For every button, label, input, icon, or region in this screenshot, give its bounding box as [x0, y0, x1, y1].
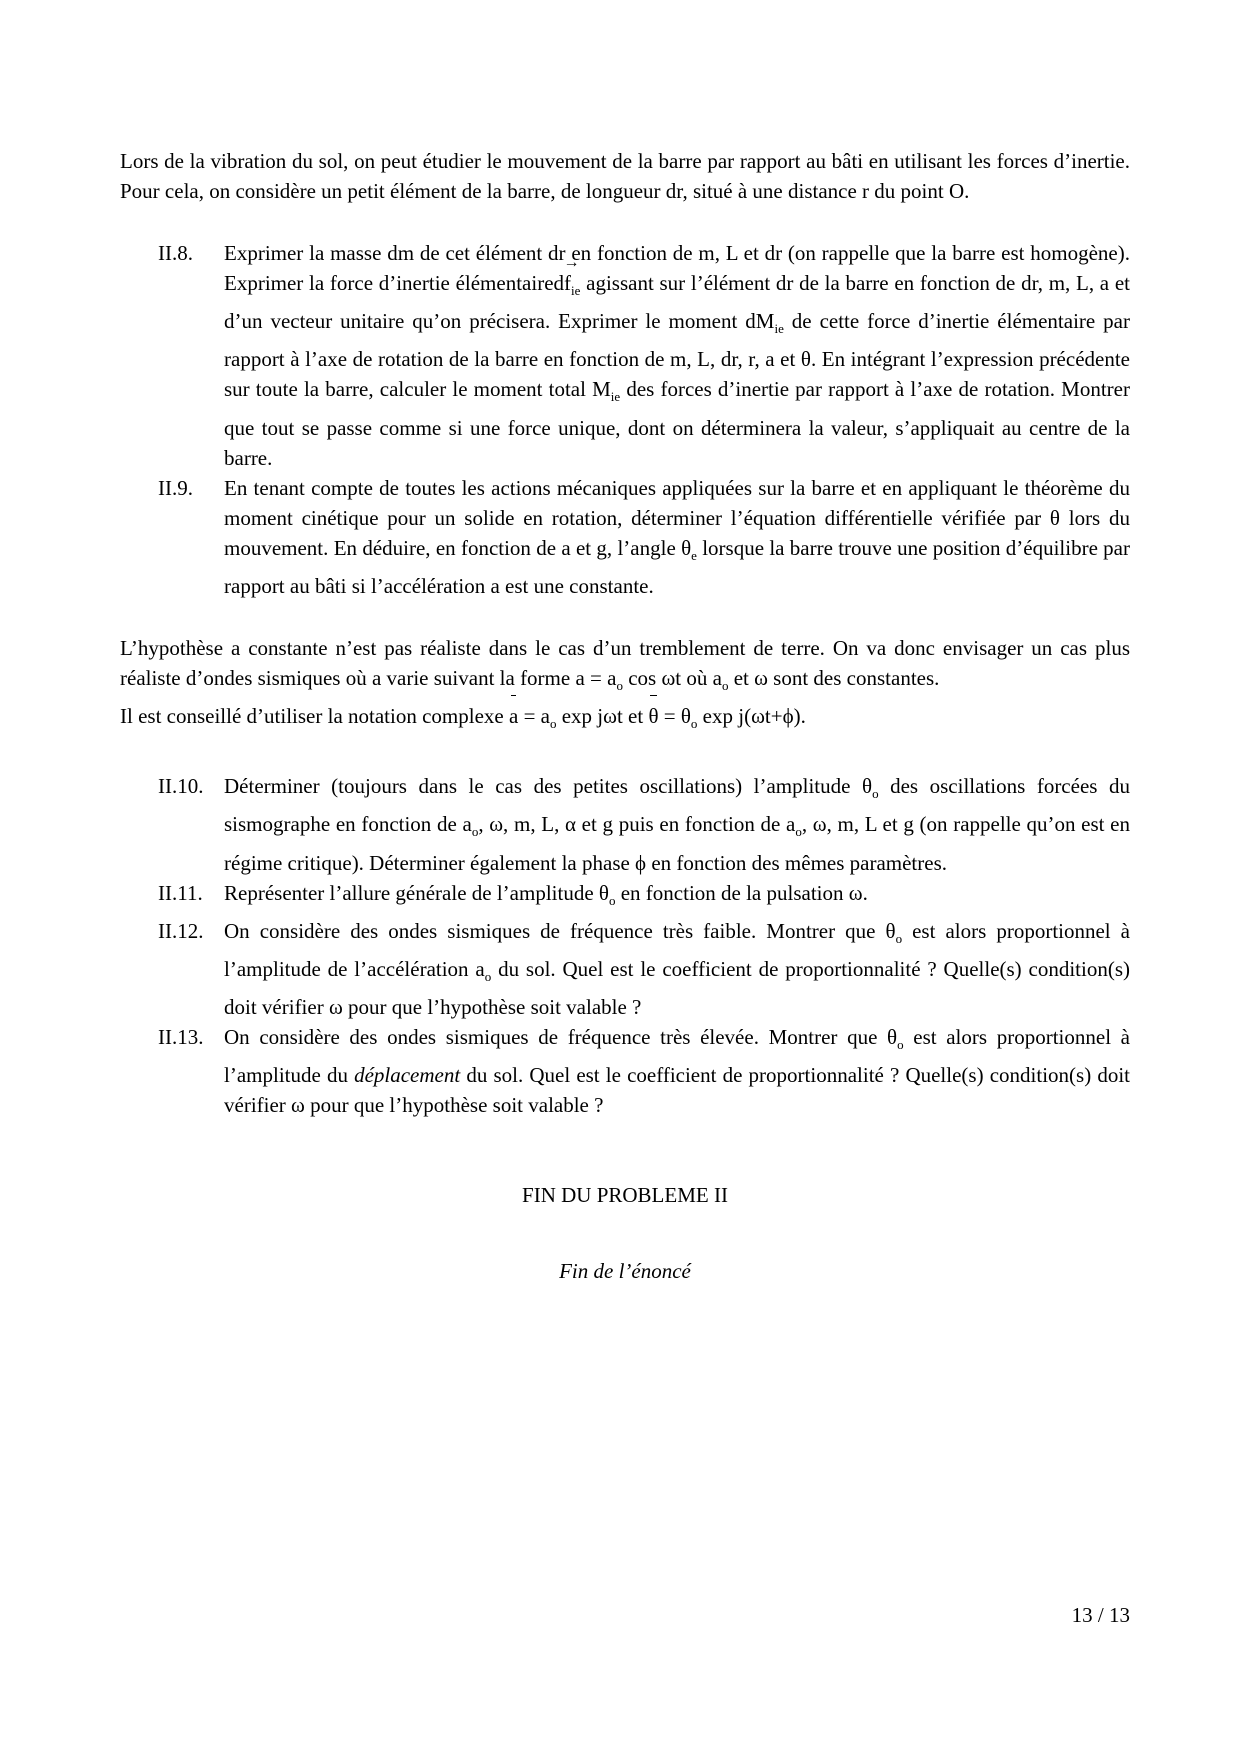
- question-number: II.12.: [158, 918, 204, 943]
- vector-dfie: → $df_{ie}$: [554, 268, 581, 306]
- question-list-1: [120, 238, 1130, 601]
- question-text: En tenant compte de toutes les actions mécaniques appliquées sur la barre et en appliquant le théorème du moment cinétique pour un solide en rotation, déterminer l’équation différentielle vérifiée par θ lors du mouvement. En déduire, en fonction de a et g, l’angle $\theta_e$ lorsque la barre trouve une position d’équilibre par rapport au bâti si l’accélération a est une constante.: [224, 475, 1130, 598]
- question-II-13: [120, 1022, 1130, 1120]
- end-of-problem: FIN DU PROBLEME II: [522, 1183, 728, 1208]
- complex-a: a: [509, 701, 518, 731]
- page-content: [120, 146, 1130, 1286]
- question-number: II.8.: [158, 241, 193, 265]
- question-number: II.10.: [158, 774, 204, 799]
- question-number: II.9.: [158, 475, 193, 500]
- question-list-2: [120, 771, 1130, 1120]
- end-of-statement: Fin de l’énoncé: [559, 1259, 691, 1284]
- question-number: II.11.: [158, 880, 203, 905]
- question-text: On considère des ondes sismiques de fréquence très élevée. Montrer que $\theta_o$ est alors proportionnel à l’amplitude du déplacement du sol. Quel est le coefficient de proportionnalité ? Quelle(s) condition(s) doit vérifier ω pour que l’hypothèse soit valable ?: [224, 1025, 1130, 1118]
- question-text: Représenter l’allure générale de l’amplitude $\theta_o$ en fonction de la pulsation ω.: [224, 880, 868, 908]
- question-II-11: [120, 878, 1130, 916]
- question-II-9: [120, 473, 1130, 601]
- page-number: 13 / 13: [1071, 1603, 1130, 1627]
- question-II-8: [120, 238, 1130, 473]
- question-II-12: [120, 916, 1130, 1022]
- question-II-10: [120, 771, 1130, 877]
- complex-notation-paragraph: Il est conseillé d’utiliser la notation complexe $a = a_o$ exp jωt et $\theta = \theta_o$ exp j(ωt+ϕ).: [120, 701, 1130, 739]
- hypothesis-paragraph: L’hypothèse a constante n’est pas réaliste dans le cas d’un tremblement de terre. On va donc envisager un cas plus réaliste d’ondes sismiques où a varie suivant la forme $a = a_o$ cos ωt où $a_o$ et ω sont des constantes.: [120, 635, 1130, 693]
- question-number: II.13.: [158, 1025, 204, 1050]
- intro-paragraph: Lors de la vibration du sol, on peut étudier le mouvement de la barre par rapport au bâti en utilisant les forces d’inertie. Pour cela, on considère un petit élément de la barre, de longueur dr, situé à une distance r du point O.: [120, 149, 1130, 203]
- question-text: Exprimer la masse dm de cet élément dr en fonction de m, L et dr (on rappelle que la barre est homogène). Exprimer la force d’inertie élémentaire→ $df_{ie}$ agissant sur l’élément dr de la barre en fonction de dr, m, L, a et d’un vecteur unitaire qu’on précisera. Exprimer le moment $dM_{ie}$ de cette force d’inertie élémentaire par rapport à l’axe de rotation de la barre en fonction de m, L, dr, r, a et θ. En intégrant l’expression précédente sur toute la barre, calculer le moment total $M_{ie}$ des forces d’inertie par rapport à l’axe de rotation. Montrer que tout se passe comme si une force unique, dont on déterminera la valeur, s’appliquait au centre de la barre.: [224, 238, 1130, 473]
- complex-theta: θ: [648, 701, 658, 731]
- question-text: Déterminer (toujours dans le cas des petites oscillations) l’amplitude $\theta_o$ des oscillations forcées du sismographe en fonction de $a_o$, ω, m, L, α et g puis en fonction de $a_o$, ω, m, L et g (on rappelle qu’on est en régime critique). Déterminer également la phase ϕ en fonction des mêmes paramètres.: [224, 774, 1130, 875]
- question-text: On considère des ondes sismiques de fréquence très faible. Montrer que $\theta_o$ est alors proportionnel à l’amplitude de l’accélération $a_o$ du sol. Quel est le coefficient de proportionnalité ? Quelle(s) condition(s) doit vérifier ω pour que l’hypothèse soit valable ?: [224, 918, 1131, 1020]
